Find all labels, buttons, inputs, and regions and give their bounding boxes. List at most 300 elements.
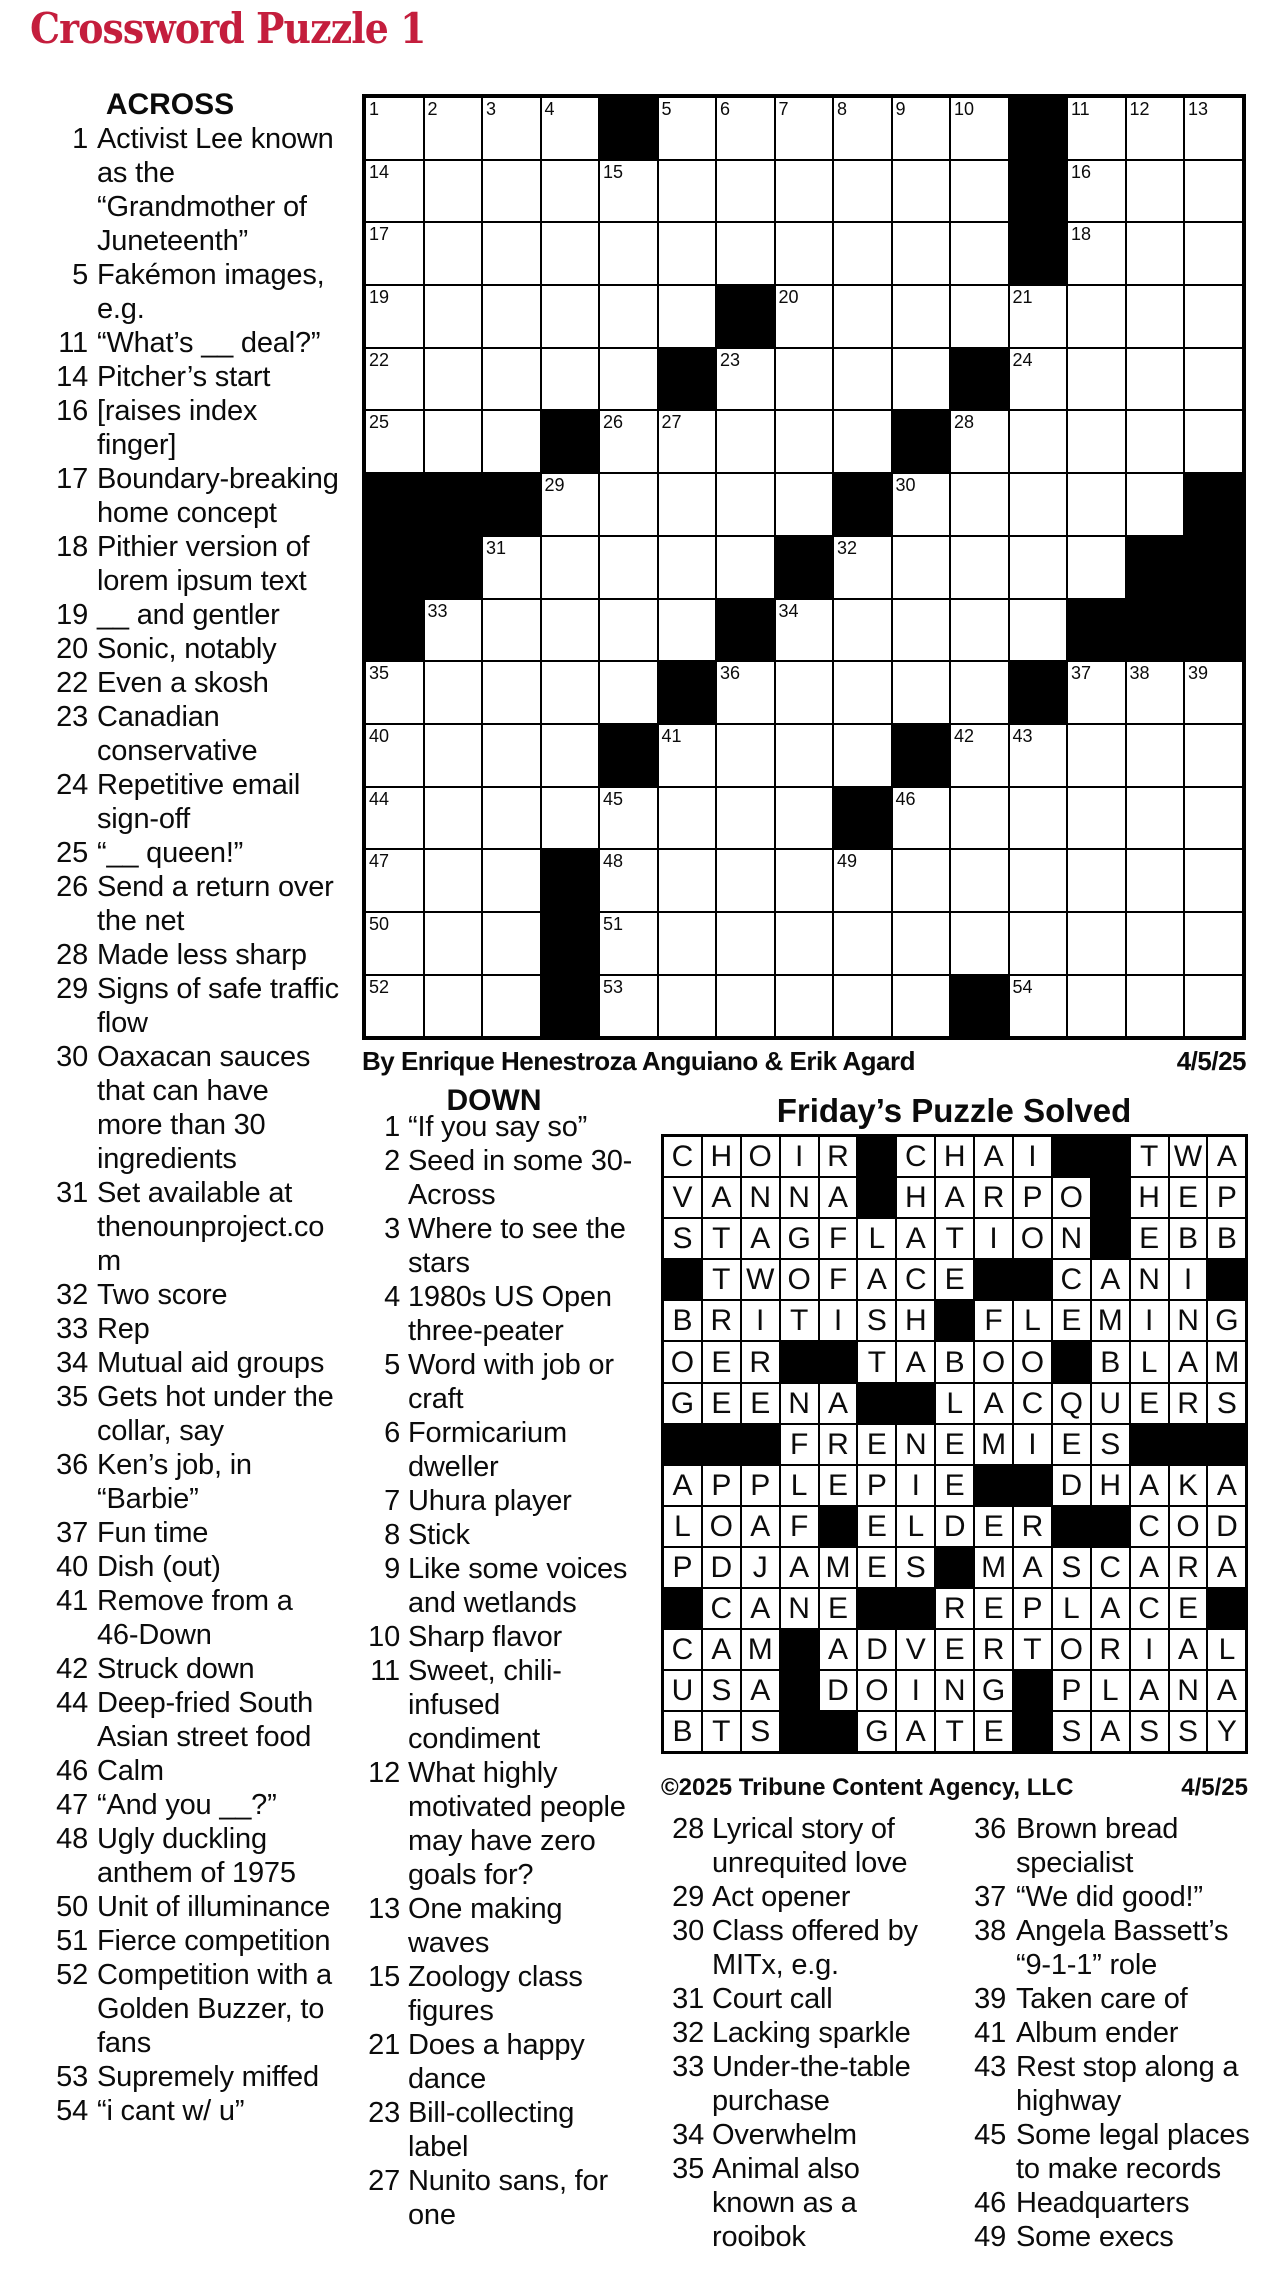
grid-cell[interactable] bbox=[834, 223, 891, 284]
grid-cell[interactable] bbox=[1185, 850, 1242, 911]
grid-cell[interactable] bbox=[659, 98, 716, 159]
grid-cell[interactable] bbox=[425, 662, 482, 723]
black-square bbox=[951, 349, 1008, 410]
solved-black-square bbox=[1092, 1178, 1129, 1217]
grid-cell[interactable] bbox=[1068, 161, 1125, 222]
grid-cell[interactable] bbox=[659, 474, 716, 535]
clue-number: 51 bbox=[56, 1925, 88, 1957]
grid-cell[interactable] bbox=[717, 411, 774, 472]
grid-cell[interactable] bbox=[951, 474, 1008, 535]
grid-cell[interactable] bbox=[1010, 286, 1067, 347]
grid-cell[interactable] bbox=[893, 850, 950, 911]
cell-number: 13 bbox=[1188, 99, 1209, 119]
grid-cell[interactable] bbox=[659, 850, 716, 911]
grid-cell[interactable] bbox=[483, 662, 540, 723]
grid-cell[interactable] bbox=[1185, 662, 1242, 723]
grid-cell[interactable] bbox=[1127, 161, 1184, 222]
grid-cell[interactable] bbox=[659, 161, 716, 222]
grid-cell[interactable] bbox=[542, 600, 599, 661]
clue bbox=[660, 2050, 946, 2118]
clue bbox=[660, 2016, 946, 2050]
grid-cell[interactable] bbox=[483, 98, 540, 159]
black-square bbox=[1185, 537, 1242, 598]
solved-black-square bbox=[1208, 1425, 1245, 1464]
solved-cell: A bbox=[742, 1671, 779, 1710]
solved-cell: P bbox=[858, 1466, 895, 1505]
grid-cell[interactable] bbox=[1185, 286, 1242, 347]
grid-cell[interactable] bbox=[425, 788, 482, 849]
solved-cell: M bbox=[742, 1630, 779, 1669]
grid-cell[interactable] bbox=[1127, 850, 1184, 911]
grid-cell[interactable] bbox=[893, 223, 950, 284]
grid-cell[interactable] bbox=[717, 850, 774, 911]
grid-cell[interactable] bbox=[1185, 725, 1242, 786]
grid-cell[interactable] bbox=[1068, 411, 1125, 472]
grid-cell[interactable] bbox=[893, 788, 950, 849]
grid-cell[interactable] bbox=[717, 474, 774, 535]
clue bbox=[30, 1822, 339, 1890]
solved-black-square bbox=[975, 1466, 1012, 1505]
grid-cell[interactable] bbox=[717, 913, 774, 974]
grid-cell[interactable] bbox=[366, 161, 423, 222]
solved-cell: E bbox=[936, 1425, 973, 1464]
grid-cell[interactable] bbox=[834, 850, 891, 911]
grid-cell[interactable] bbox=[659, 537, 716, 598]
clue-number: 24 bbox=[56, 769, 88, 801]
grid-cell[interactable] bbox=[1068, 98, 1125, 159]
clue-text: Dish (out) bbox=[97, 1551, 221, 1583]
grid-cell[interactable] bbox=[366, 98, 423, 159]
grid-cell[interactable] bbox=[951, 600, 1008, 661]
grid-cell[interactable] bbox=[366, 976, 423, 1037]
grid-cell[interactable] bbox=[776, 600, 833, 661]
clue-number: 10 bbox=[368, 1621, 400, 1653]
grid-cell[interactable] bbox=[776, 788, 833, 849]
grid-cell[interactable] bbox=[483, 850, 540, 911]
grid-cell[interactable] bbox=[600, 411, 657, 472]
clue-number: 25 bbox=[56, 837, 88, 869]
grid-cell[interactable] bbox=[600, 161, 657, 222]
grid-cell[interactable] bbox=[1068, 725, 1125, 786]
cell-number: 52 bbox=[369, 976, 390, 997]
grid-cell[interactable] bbox=[1127, 349, 1184, 410]
grid-cell[interactable] bbox=[717, 98, 774, 159]
grid-cell[interactable] bbox=[1010, 976, 1067, 1037]
solved-cell: O bbox=[781, 1260, 818, 1299]
clue-number: 2 bbox=[384, 1145, 400, 1177]
grid-cell[interactable] bbox=[1010, 788, 1067, 849]
grid-cell[interactable] bbox=[659, 788, 716, 849]
grid-cell[interactable] bbox=[834, 725, 891, 786]
grid-cell[interactable] bbox=[659, 725, 716, 786]
grid-cell[interactable] bbox=[1127, 725, 1184, 786]
grid-cell[interactable] bbox=[366, 662, 423, 723]
grid-cell[interactable] bbox=[659, 411, 716, 472]
solved-cell: A bbox=[781, 1548, 818, 1587]
grid-cell[interactable] bbox=[1068, 223, 1125, 284]
grid-cell[interactable] bbox=[951, 537, 1008, 598]
grid-cell[interactable] bbox=[776, 976, 833, 1037]
grid-cell[interactable] bbox=[951, 913, 1008, 974]
grid-cell[interactable] bbox=[366, 850, 423, 911]
clue bbox=[30, 938, 339, 972]
grid-cell[interactable] bbox=[776, 223, 833, 284]
grid-cell[interactable] bbox=[1185, 976, 1242, 1037]
grid-cell[interactable] bbox=[834, 537, 891, 598]
grid-cell[interactable] bbox=[776, 161, 833, 222]
grid-cell[interactable] bbox=[600, 850, 657, 911]
black-square bbox=[893, 725, 950, 786]
grid-cell[interactable] bbox=[425, 913, 482, 974]
grid-cell[interactable] bbox=[542, 349, 599, 410]
black-square bbox=[542, 976, 599, 1037]
grid-cell[interactable] bbox=[1185, 411, 1242, 472]
grid-cell[interactable] bbox=[834, 600, 891, 661]
clue-text: Ugly duckling anthem of 1975 bbox=[97, 1823, 296, 1889]
clue-number: 28 bbox=[672, 1813, 704, 1845]
solved-cell: V bbox=[664, 1178, 701, 1217]
grid-cell[interactable] bbox=[951, 411, 1008, 472]
clue bbox=[30, 1516, 339, 1550]
solved-cell: A bbox=[897, 1342, 934, 1381]
clue-text: Unit of illuminance bbox=[97, 1891, 331, 1923]
solved-cell: E bbox=[1170, 1178, 1207, 1217]
grid-cell[interactable] bbox=[1185, 223, 1242, 284]
grid-cell[interactable] bbox=[951, 286, 1008, 347]
grid-cell[interactable] bbox=[834, 662, 891, 723]
grid-cell[interactable] bbox=[893, 662, 950, 723]
solved-cell: I bbox=[1131, 1301, 1168, 1340]
cell-number: 38 bbox=[1129, 663, 1150, 684]
grid-cell[interactable] bbox=[425, 98, 482, 159]
grid-cell[interactable] bbox=[951, 788, 1008, 849]
cell-number: 28 bbox=[954, 412, 975, 433]
grid-cell[interactable] bbox=[425, 286, 482, 347]
grid-cell[interactable] bbox=[1010, 725, 1067, 786]
solved-cell: P bbox=[1053, 1671, 1090, 1710]
grid-cell[interactable] bbox=[659, 223, 716, 284]
grid-cell[interactable] bbox=[834, 411, 891, 472]
solved-cell: S bbox=[1053, 1712, 1090, 1751]
grid-cell[interactable] bbox=[366, 788, 423, 849]
grid-cell[interactable] bbox=[717, 725, 774, 786]
grid-cell[interactable] bbox=[717, 662, 774, 723]
solved-black-square bbox=[1053, 1342, 1090, 1381]
grid-cell[interactable] bbox=[1010, 850, 1067, 911]
grid-cell[interactable] bbox=[483, 223, 540, 284]
grid-cell[interactable] bbox=[717, 349, 774, 410]
grid-cell[interactable] bbox=[483, 600, 540, 661]
grid-cell[interactable] bbox=[366, 349, 423, 410]
grid-cell[interactable] bbox=[893, 286, 950, 347]
grid-cell[interactable] bbox=[425, 600, 482, 661]
clue bbox=[30, 1584, 339, 1652]
grid-cell[interactable] bbox=[659, 600, 716, 661]
grid-cell[interactable] bbox=[542, 725, 599, 786]
clue bbox=[352, 1756, 636, 1892]
grid-cell[interactable] bbox=[600, 223, 657, 284]
grid-cell[interactable] bbox=[951, 161, 1008, 222]
clue bbox=[962, 2118, 1256, 2186]
solved-cell: E bbox=[1131, 1384, 1168, 1423]
grid-cell[interactable] bbox=[366, 223, 423, 284]
solved-cell: E bbox=[936, 1630, 973, 1669]
solved-black-square bbox=[858, 1384, 895, 1423]
clue bbox=[30, 1278, 339, 1312]
solved-cell: H bbox=[936, 1137, 973, 1176]
solved-cell: T bbox=[936, 1219, 973, 1258]
grid-cell[interactable] bbox=[425, 411, 482, 472]
grid-cell[interactable] bbox=[834, 349, 891, 410]
grid-cell[interactable] bbox=[1127, 474, 1184, 535]
clue-text: Activist Lee known as the “Grandmother of Juneteenth” bbox=[97, 123, 334, 257]
grid-cell[interactable] bbox=[834, 913, 891, 974]
grid-cell[interactable] bbox=[776, 474, 833, 535]
grid-cell[interactable] bbox=[1185, 788, 1242, 849]
grid-cell[interactable] bbox=[542, 537, 599, 598]
grid-cell[interactable] bbox=[483, 411, 540, 472]
grid-cell[interactable] bbox=[366, 913, 423, 974]
grid-cell[interactable] bbox=[951, 850, 1008, 911]
grid-cell[interactable] bbox=[600, 537, 657, 598]
black-square bbox=[717, 600, 774, 661]
solved-cell: A bbox=[1092, 1589, 1129, 1628]
grid-cell[interactable] bbox=[1068, 850, 1125, 911]
solved-cell: S bbox=[1092, 1425, 1129, 1464]
clue-text: “If you say so” bbox=[408, 1111, 588, 1143]
grid-cell[interactable] bbox=[1127, 976, 1184, 1037]
grid-cell[interactable] bbox=[1185, 161, 1242, 222]
solved-cell: D bbox=[820, 1671, 857, 1710]
solved-cell: D bbox=[1208, 1507, 1245, 1546]
black-square bbox=[366, 537, 423, 598]
cell-number: 48 bbox=[603, 851, 624, 872]
grid-cell[interactable] bbox=[776, 349, 833, 410]
grid-cell[interactable] bbox=[542, 161, 599, 222]
grid-cell[interactable] bbox=[366, 286, 423, 347]
grid-cell[interactable] bbox=[717, 223, 774, 284]
clue-text: Repetitive email sign-off bbox=[97, 769, 301, 835]
grid-cell[interactable] bbox=[776, 850, 833, 911]
grid-cell[interactable] bbox=[893, 474, 950, 535]
grid-cell[interactable] bbox=[893, 600, 950, 661]
grid-cell[interactable] bbox=[483, 537, 540, 598]
grid-cell[interactable] bbox=[425, 725, 482, 786]
clue bbox=[30, 836, 339, 870]
grid-cell[interactable] bbox=[542, 223, 599, 284]
clue-number: 19 bbox=[56, 599, 88, 631]
grid-cell[interactable] bbox=[1068, 349, 1125, 410]
grid-cell[interactable] bbox=[776, 662, 833, 723]
grid-cell[interactable] bbox=[366, 725, 423, 786]
solved-cell: R bbox=[742, 1342, 779, 1381]
grid-cell[interactable] bbox=[1010, 349, 1067, 410]
grid-cell[interactable] bbox=[951, 725, 1008, 786]
grid-cell[interactable] bbox=[776, 913, 833, 974]
grid-cell[interactable] bbox=[600, 474, 657, 535]
clue-text: Headquarters bbox=[1016, 2187, 1190, 2219]
grid-cell[interactable] bbox=[659, 976, 716, 1037]
grid-cell[interactable] bbox=[1127, 662, 1184, 723]
solved-cell: I bbox=[897, 1466, 934, 1505]
grid-cell[interactable] bbox=[483, 976, 540, 1037]
cell-number: 51 bbox=[603, 913, 624, 934]
solved-cell: A bbox=[703, 1630, 740, 1669]
grid-cell[interactable] bbox=[425, 850, 482, 911]
grid-cell[interactable] bbox=[1010, 411, 1067, 472]
grid-cell[interactable] bbox=[893, 913, 950, 974]
grid-cell[interactable] bbox=[834, 161, 891, 222]
grid-cell[interactable] bbox=[1068, 662, 1125, 723]
clue-number: 30 bbox=[56, 1041, 88, 1073]
grid-cell[interactable] bbox=[1185, 913, 1242, 974]
grid-cell[interactable] bbox=[834, 976, 891, 1037]
grid-cell[interactable] bbox=[1127, 286, 1184, 347]
clue-number: 36 bbox=[56, 1449, 88, 1481]
grid-cell[interactable] bbox=[1185, 349, 1242, 410]
grid-cell[interactable] bbox=[893, 161, 950, 222]
solved-black-square bbox=[820, 1342, 857, 1381]
grid-cell[interactable] bbox=[425, 161, 482, 222]
grid-cell[interactable] bbox=[1068, 788, 1125, 849]
grid-cell[interactable] bbox=[893, 349, 950, 410]
grid-cell[interactable] bbox=[600, 976, 657, 1037]
grid-cell[interactable] bbox=[1068, 537, 1125, 598]
grid-cell[interactable] bbox=[1127, 913, 1184, 974]
clue bbox=[30, 1176, 339, 1278]
grid-cell[interactable] bbox=[542, 98, 599, 159]
solved-cell: T bbox=[703, 1712, 740, 1751]
grid-cell[interactable] bbox=[542, 662, 599, 723]
solved-cell: N bbox=[742, 1178, 779, 1217]
solved-cell: M bbox=[975, 1425, 1012, 1464]
solved-cell: I bbox=[897, 1671, 934, 1710]
grid-cell[interactable] bbox=[776, 411, 833, 472]
grid-cell[interactable] bbox=[893, 976, 950, 1037]
clue-text: Class offered by MITx, e.g. bbox=[712, 1915, 918, 1981]
grid-cell[interactable] bbox=[659, 286, 716, 347]
clue bbox=[352, 2164, 636, 2232]
clue bbox=[962, 1880, 1256, 1914]
solved-cell: T bbox=[1131, 1137, 1168, 1176]
grid-cell[interactable] bbox=[1010, 537, 1067, 598]
grid-cell[interactable] bbox=[717, 976, 774, 1037]
grid-cell[interactable] bbox=[483, 788, 540, 849]
grid-cell[interactable] bbox=[483, 286, 540, 347]
cell-number: 21 bbox=[1012, 287, 1033, 308]
grid-cell[interactable] bbox=[425, 223, 482, 284]
grid-cell[interactable] bbox=[1010, 913, 1067, 974]
clue-text: Animal also known as a rooibok bbox=[712, 2153, 860, 2253]
grid-cell[interactable] bbox=[600, 349, 657, 410]
grid-cell[interactable] bbox=[951, 98, 1008, 159]
solved-cell: F bbox=[781, 1425, 818, 1464]
solved-black-square bbox=[664, 1425, 701, 1464]
clue-text: Bill-collecting label bbox=[408, 2097, 575, 2163]
clue bbox=[30, 258, 339, 326]
grid-cell[interactable] bbox=[483, 349, 540, 410]
grid-cell[interactable] bbox=[1010, 474, 1067, 535]
grid-cell[interactable] bbox=[776, 286, 833, 347]
clue-text: Some execs bbox=[1016, 2221, 1174, 2253]
grid-cell[interactable] bbox=[600, 913, 657, 974]
clue-text: Sharp flavor bbox=[408, 1621, 562, 1653]
black-square bbox=[893, 411, 950, 472]
grid-cell[interactable] bbox=[951, 223, 1008, 284]
black-square bbox=[834, 474, 891, 535]
solved-cell: D bbox=[936, 1507, 973, 1546]
solved-cell: G bbox=[781, 1219, 818, 1258]
solved-cell: A bbox=[975, 1137, 1012, 1176]
grid-cell[interactable] bbox=[834, 98, 891, 159]
black-square bbox=[542, 411, 599, 472]
solved-cell: F bbox=[820, 1219, 857, 1258]
clue-number: 46 bbox=[974, 2187, 1006, 2219]
grid-cell[interactable] bbox=[542, 286, 599, 347]
cell-number: 32 bbox=[837, 537, 858, 558]
grid-cell[interactable] bbox=[1068, 913, 1125, 974]
grid-cell[interactable] bbox=[893, 537, 950, 598]
grid-cell[interactable] bbox=[1068, 976, 1125, 1037]
grid-cell[interactable] bbox=[776, 98, 833, 159]
grid-cell[interactable] bbox=[600, 788, 657, 849]
clue-text: Court call bbox=[712, 1983, 833, 2015]
cell-number: 23 bbox=[720, 349, 741, 370]
grid-cell[interactable] bbox=[542, 474, 599, 535]
grid-cell[interactable] bbox=[542, 788, 599, 849]
solved-black-square bbox=[1131, 1425, 1168, 1464]
grid-cell[interactable] bbox=[425, 976, 482, 1037]
solved-black-square bbox=[1208, 1589, 1245, 1628]
grid-cell[interactable] bbox=[717, 788, 774, 849]
grid-cell[interactable] bbox=[1127, 411, 1184, 472]
grid-cell[interactable] bbox=[951, 662, 1008, 723]
clue bbox=[352, 1212, 636, 1280]
solved-cell: B bbox=[936, 1342, 973, 1381]
grid-cell[interactable] bbox=[717, 161, 774, 222]
grid-cell[interactable] bbox=[1185, 98, 1242, 159]
clue-text: Seed in some 30-Across bbox=[408, 1145, 633, 1211]
clue-text: Where to see the stars bbox=[408, 1213, 626, 1279]
grid-cell[interactable] bbox=[483, 161, 540, 222]
grid-cell[interactable] bbox=[425, 349, 482, 410]
clue bbox=[352, 1280, 636, 1348]
grid-cell[interactable] bbox=[1127, 98, 1184, 159]
grid-cell[interactable] bbox=[1127, 223, 1184, 284]
grid-cell[interactable] bbox=[1127, 788, 1184, 849]
clue bbox=[30, 394, 339, 462]
grid-cell[interactable] bbox=[1068, 474, 1125, 535]
grid-cell[interactable] bbox=[834, 286, 891, 347]
solved-cell: C bbox=[1092, 1548, 1129, 1587]
grid-cell[interactable] bbox=[659, 913, 716, 974]
grid-cell[interactable] bbox=[483, 913, 540, 974]
grid-cell[interactable] bbox=[893, 98, 950, 159]
clue-number: 29 bbox=[56, 973, 88, 1005]
grid-cell[interactable] bbox=[600, 662, 657, 723]
grid-cell[interactable] bbox=[366, 411, 423, 472]
grid-cell[interactable] bbox=[483, 725, 540, 786]
grid-cell[interactable] bbox=[717, 537, 774, 598]
grid-cell[interactable] bbox=[600, 600, 657, 661]
clue bbox=[30, 768, 339, 836]
grid-cell[interactable] bbox=[1068, 286, 1125, 347]
clue-text: Signs of safe traffic flow bbox=[97, 973, 339, 1039]
solved-cell: E bbox=[1053, 1301, 1090, 1340]
grid-cell[interactable] bbox=[1010, 600, 1067, 661]
grid-cell[interactable] bbox=[776, 725, 833, 786]
grid-cell[interactable] bbox=[600, 286, 657, 347]
